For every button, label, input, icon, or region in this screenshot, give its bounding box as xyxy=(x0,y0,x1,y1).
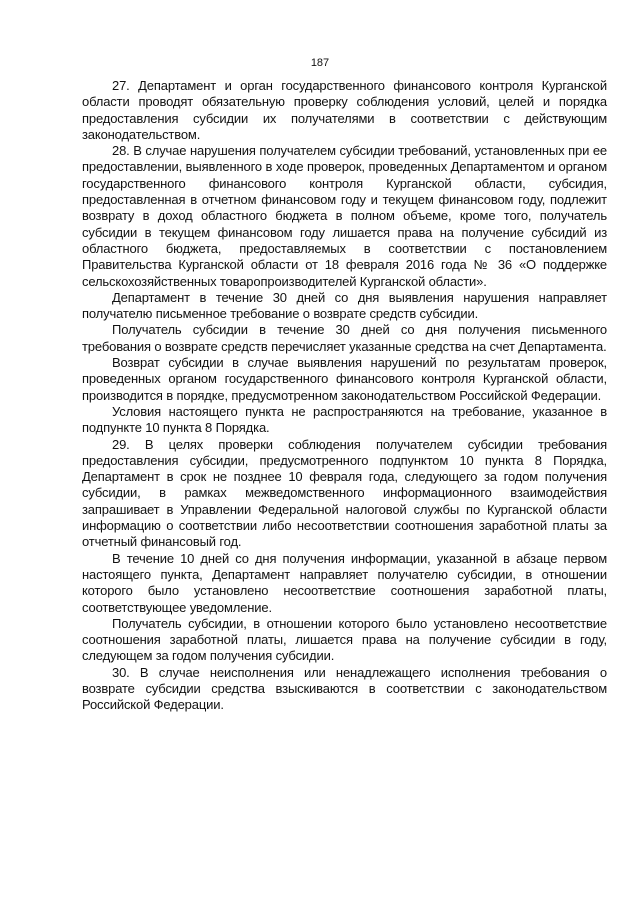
paragraph-29-notification: В течение 10 дней со дня получения информации, указанной в абзаце первом настоящего пункта, Департамент направляет получателю субсидии, в отношении которого было установлено несоответствие соотношения заработной платы, соответствующее уведомление. xyxy=(82,550,607,615)
paragraph-28-refund: Получатель субсидии в течение 30 дней со дня получения письменного требования о возврате средств перечисляет указанные средства на счет Департамента. xyxy=(82,322,607,354)
paragraph-29: 29. В целях проверки соблюдения получателем субсидии требования предоставления субсидии, предусмотренного подпунктом 10 пункта 8 Порядка, Департамент в срок не позднее 10 февраля года, следующего за годом получения субсидии, в рамках межведомственного информационного взаимодействия запрашивает в Управлении Федеральной налоговой службы по Курганской области информацию о соответствии либо несоответствии соотношения заработной платы за отчетный финансовый год. xyxy=(82,436,607,550)
paragraph-28-return: Возврат субсидии в случае выявления нарушений по результатам проверок, проведенных органом государственного финансового контроля Курганской области, производится в порядке, предусмотренном законодательством Российской Федерации. xyxy=(82,355,607,403)
paragraph-28-notice: Департамент в течение 30 дней со дня выявления нарушения направляет получателю письменное требование о возврате средств субсидии. xyxy=(82,289,607,322)
document-body xyxy=(82,78,607,714)
paragraph-27: 27. Департамент и орган государственного финансового контроля Курганской области проводят обязательную проверку соблюдения условий, целей и порядка предоставления субсидии их получателями в соответствии с действующим законодательством. xyxy=(82,78,607,142)
paragraph-28-conditions: Условия настоящего пункта не распространяются на требование, указанное в подпункте 10 пункта 8 Порядка. xyxy=(82,403,607,436)
paragraph-28: 28. В случае нарушения получателем субсидии требований, установленных при ее предоставлении, выявленного в ходе проверок, проведенных Департаментом и органом государственного финансового контроля Курганской области, субсидия, предоставленная в отчетном финансовом году и текущем финансовом году, подлежит возврату в доход областного бюджета в полном объеме, кроме того, получатель субсидии в текущем финансовом году лишается права на получение субсидий из областного бюджета, предоставляемых в соответствии с постановлением Правительства Курганской области от 18 февраля 2016 года № 36 «О поддержке сельскохозяйственных товаропроизводителей Курганской области». xyxy=(82,143,607,289)
page-number: 187 xyxy=(310,57,330,69)
paragraph-29-deprivation: Получатель субсидии, в отношении которого было установлено несоответствие соотношения заработной платы, лишается права на получение субсидии в году, следующем за годом получения субсидии. xyxy=(82,615,607,664)
paragraph-30: 30. В случае неисполнения или ненадлежащего исполнения требования о возврате субсидии средства взыскиваются в соответствии с законодательством Российской Федерации. xyxy=(82,664,607,713)
